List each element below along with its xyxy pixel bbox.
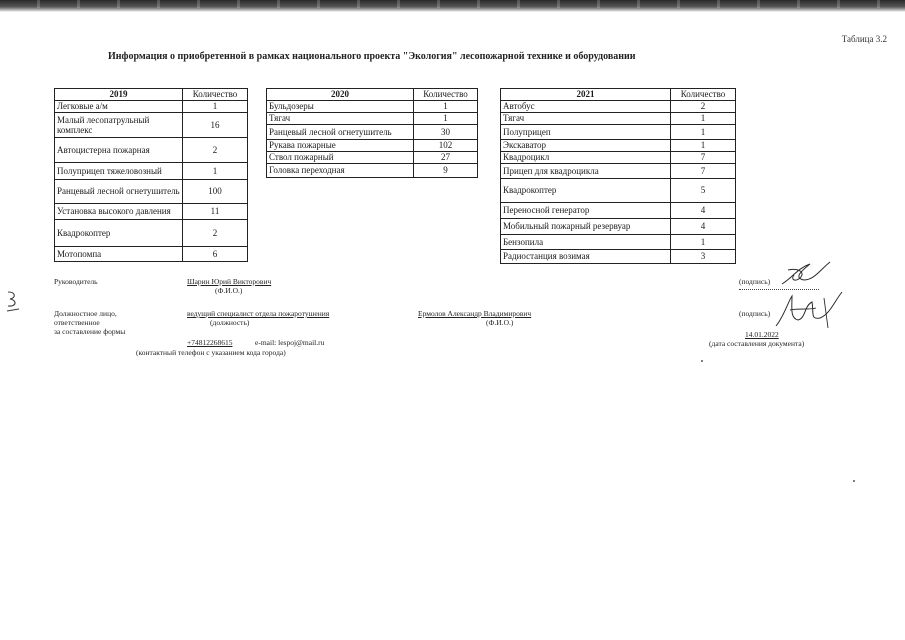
table-row xyxy=(267,101,478,113)
item-qty: 4 xyxy=(671,219,736,235)
table-2021-qty-header: Количество xyxy=(671,89,736,101)
item-qty: 7 xyxy=(671,152,736,164)
table-row xyxy=(501,125,736,140)
item-qty: 1 xyxy=(183,163,248,180)
table-row xyxy=(501,140,736,152)
item-name: Тягач xyxy=(501,113,671,125)
table-row xyxy=(55,138,248,163)
item-qty: 6 xyxy=(183,247,248,262)
head-label: Руководитель xyxy=(54,277,98,286)
table-row xyxy=(501,179,736,203)
item-name: Рукава пожарные xyxy=(267,140,414,152)
item-name: Мобильный пожарный резервуар xyxy=(501,219,671,235)
responsible-fio-caption: (Ф.И.О.) xyxy=(486,318,514,327)
item-qty: 30 xyxy=(414,125,478,140)
head-signature-icon xyxy=(770,258,840,290)
responsible-signature-icon xyxy=(770,288,846,332)
table-2020 xyxy=(266,88,478,178)
table-row xyxy=(55,113,248,138)
responsible-label-line2: ответственное xyxy=(54,318,100,327)
item-qty: 4 xyxy=(671,203,736,219)
responsible-signature-caption: (подпись) xyxy=(739,309,771,318)
table-row xyxy=(55,163,248,180)
head-fio-caption: (Ф.И.О.) xyxy=(215,286,243,295)
item-name: Квадрокоптер xyxy=(501,179,671,203)
item-qty: 2 xyxy=(671,101,736,113)
responsible-name: Ермолов Александр Владимирович xyxy=(418,309,532,318)
contact-email: e-mail: lespoj@mail.ru xyxy=(255,338,325,347)
item-qty: 3 xyxy=(671,250,736,264)
item-name: Экскаватор xyxy=(501,140,671,152)
item-qty: 5 xyxy=(671,179,736,203)
table-row xyxy=(501,113,736,125)
table-2019-qty-header: Количество xyxy=(183,89,248,101)
item-qty: 1 xyxy=(671,140,736,152)
date-caption: (дата составления документа) xyxy=(709,339,805,348)
table-row xyxy=(501,219,736,235)
item-name: Полуприцеп xyxy=(501,125,671,140)
scan-speck xyxy=(853,480,855,482)
table-2020-qty-header: Количество xyxy=(414,89,478,101)
table-row xyxy=(501,152,736,164)
item-qty: 1 xyxy=(671,125,736,140)
item-qty: 11 xyxy=(183,204,248,220)
item-qty: 1 xyxy=(183,101,248,113)
table-row xyxy=(55,204,248,220)
scan-edge-shadow xyxy=(0,0,905,12)
item-name: Тягач xyxy=(267,113,414,125)
table-row xyxy=(55,180,248,204)
table-row xyxy=(501,203,736,219)
item-name: Автобус xyxy=(501,101,671,113)
table-row xyxy=(501,164,736,179)
table-row xyxy=(267,113,478,125)
scan-speck xyxy=(701,360,703,362)
table-row xyxy=(267,152,478,164)
table-row xyxy=(267,125,478,140)
item-name: Прицеп для квадроцикла xyxy=(501,164,671,179)
item-name: Мотопомпа xyxy=(55,247,183,262)
table-row xyxy=(55,220,248,247)
responsible-label-line3: за составление формы xyxy=(54,327,126,336)
item-qty: 27 xyxy=(414,152,478,164)
table-row xyxy=(501,250,736,264)
item-name: Бульдозеры xyxy=(267,101,414,113)
contact-phone: +74812268615 xyxy=(187,338,233,347)
item-qty: 1 xyxy=(414,101,478,113)
table-2019-year-header: 2019 xyxy=(55,89,183,101)
item-name: Квадроцикл xyxy=(501,152,671,164)
table-row xyxy=(267,140,478,152)
table-row xyxy=(501,101,736,113)
item-qty: 102 xyxy=(414,140,478,152)
item-qty: 2 xyxy=(183,138,248,163)
item-qty: 1 xyxy=(671,113,736,125)
item-name: Головка переходная xyxy=(267,164,414,178)
item-name: Установка высокого давления xyxy=(55,204,183,220)
item-qty: 2 xyxy=(183,220,248,247)
document-date: 14.01.2022 xyxy=(745,330,779,339)
item-name: Малый лесопатрульный комплекс xyxy=(55,113,183,138)
item-name: Переносной генератор xyxy=(501,203,671,219)
item-name: Полуприцеп тяжеловозный xyxy=(55,163,183,180)
responsible-position: ведущий специалист отдела пожаротушения xyxy=(187,309,330,318)
phone-caption: (контактный телефон с указанием кода города) xyxy=(136,348,286,357)
position-caption: (должность) xyxy=(210,318,250,327)
table-row xyxy=(55,101,248,113)
document-title: Информация о приобретенной в рамках национального проекта "Экология" лесопожарной технике и оборудовании xyxy=(108,51,636,62)
item-qty: 9 xyxy=(414,164,478,178)
item-name: Бензопила xyxy=(501,235,671,250)
item-qty: 16 xyxy=(183,113,248,138)
table-row xyxy=(267,164,478,178)
item-qty: 7 xyxy=(671,164,736,179)
item-qty: 1 xyxy=(414,113,478,125)
item-name: Ствол пожарный xyxy=(267,152,414,164)
table-reference: Таблица 3.2 xyxy=(841,34,887,44)
item-name: Легковые а/м xyxy=(55,101,183,113)
item-name: Ранцевый лесной огнетушитель xyxy=(55,180,183,204)
item-qty: 1 xyxy=(671,235,736,250)
table-2021-year-header: 2021 xyxy=(501,89,671,101)
item-name: Квадрокоптер xyxy=(55,220,183,247)
table-2021 xyxy=(500,88,736,264)
item-qty: 100 xyxy=(183,180,248,204)
item-name: Ранцевый лесной огнетушитель xyxy=(267,125,414,140)
table-row xyxy=(55,247,248,262)
table-2020-year-header: 2020 xyxy=(267,89,414,101)
item-name: Автоцистерна пожарная xyxy=(55,138,183,163)
margin-handwritten-number xyxy=(4,290,22,316)
table-row xyxy=(501,235,736,250)
responsible-label-line1: Должностное лицо, xyxy=(54,309,117,318)
table-2019 xyxy=(54,88,248,262)
head-signature-caption: (подпись) xyxy=(739,277,771,286)
head-name: Шарин Юрий Викторович xyxy=(187,277,272,286)
item-name: Радиостанция возимая xyxy=(501,250,671,264)
